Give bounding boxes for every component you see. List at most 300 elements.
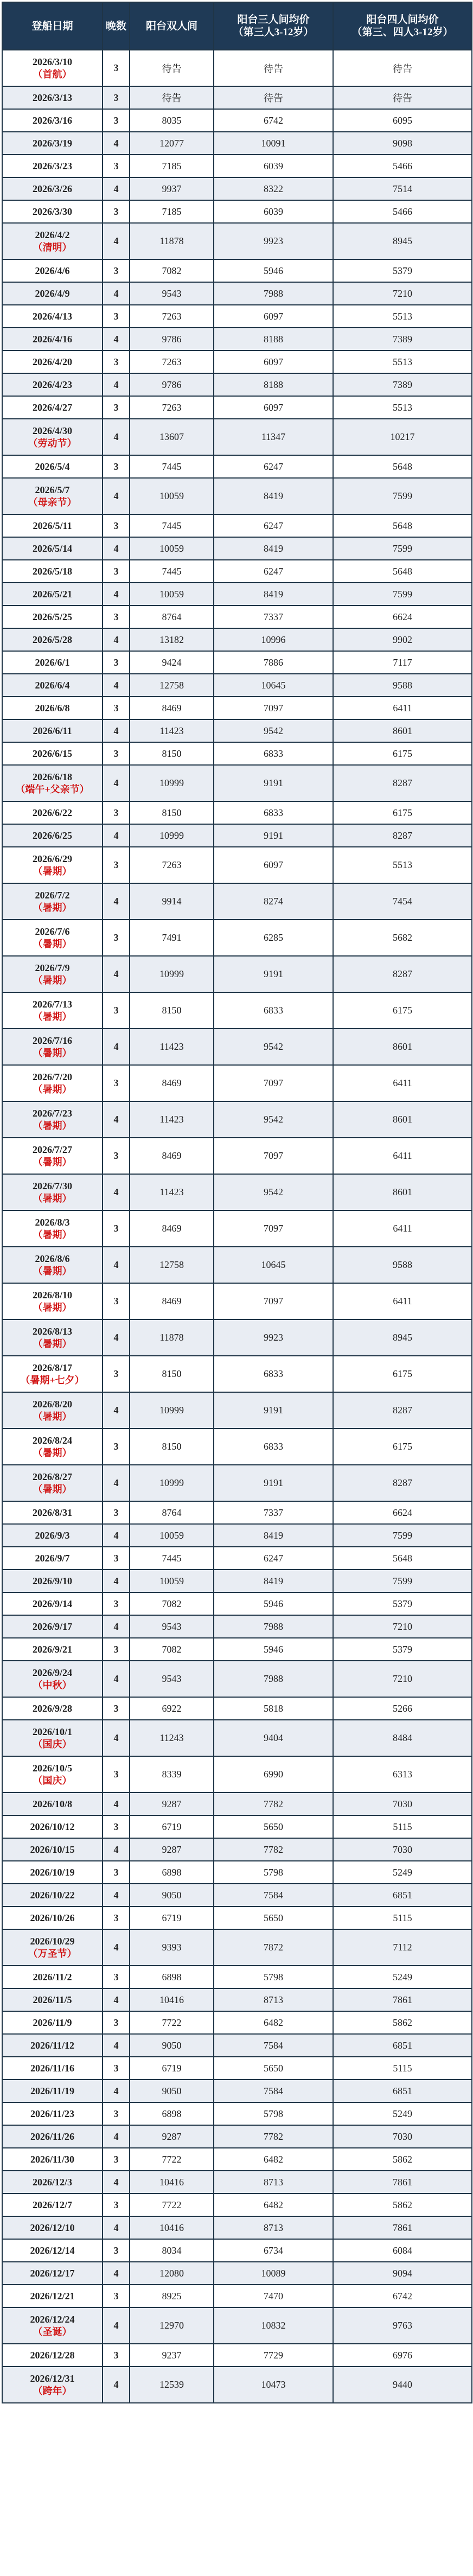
table-row xyxy=(2,2239,472,2262)
cell-sail-date xyxy=(2,1174,103,1210)
table-row xyxy=(2,1065,472,1101)
cell-triple-price: 10996 xyxy=(214,628,333,651)
header-triple-title: 阳台三人间均价 xyxy=(237,14,310,25)
table-row xyxy=(2,109,472,132)
sail-date-text: 2026/10/26 xyxy=(30,1912,75,1923)
cell-quad-price: 6851 xyxy=(333,2034,472,2057)
table-row xyxy=(2,1247,472,1283)
holiday-note: （暑期） xyxy=(33,1156,72,1168)
cell-nights: 3 xyxy=(103,1638,130,1661)
holiday-note: （暑期） xyxy=(33,1411,72,1422)
cell-sail-date xyxy=(2,2171,103,2194)
cell-double-price: 8150 xyxy=(130,992,214,1029)
table-row xyxy=(2,2285,472,2307)
cell-triple-price: 9542 xyxy=(214,1029,333,1065)
table-row xyxy=(2,1988,472,2011)
cell-quad-price: 8601 xyxy=(333,1029,472,1065)
cell-triple-price: 6039 xyxy=(214,155,333,177)
sail-date-text: 2026/12/28 xyxy=(30,2349,75,2361)
cell-nights: 4 xyxy=(103,1661,130,1697)
sail-date-text: 2026/7/20 xyxy=(32,1071,72,1082)
cell-nights: 4 xyxy=(103,719,130,742)
sail-date-text: 2026/11/5 xyxy=(33,1994,72,2005)
table-row xyxy=(2,847,472,883)
cell-quad-price: 6742 xyxy=(333,2285,472,2307)
sail-date-text: 2026/12/7 xyxy=(32,2199,72,2210)
cell-quad-price: 5379 xyxy=(333,259,472,282)
cell-triple-price: 9542 xyxy=(214,1174,333,1210)
cell-quad-price: 8287 xyxy=(333,765,472,801)
cell-quad-price: 5379 xyxy=(333,1592,472,1615)
cell-nights: 4 xyxy=(103,537,130,560)
cell-nights: 4 xyxy=(103,1101,130,1138)
sail-date-text: 2026/6/22 xyxy=(32,807,72,818)
cell-sail-date xyxy=(2,1661,103,1697)
cell-double-price: 9050 xyxy=(130,2034,214,2057)
cell-nights: 3 xyxy=(103,1065,130,1101)
sail-date-text: 2026/4/23 xyxy=(32,379,72,390)
cell-quad-price: 6095 xyxy=(333,109,472,132)
cell-nights: 3 xyxy=(103,1815,130,1838)
cell-nights: 3 xyxy=(103,1501,130,1524)
cell-nights: 4 xyxy=(103,2307,130,2344)
table-row xyxy=(2,1861,472,1884)
table-row xyxy=(2,1661,472,1697)
cell-triple-price: 6833 xyxy=(214,801,333,824)
cell-triple-price: 6285 xyxy=(214,920,333,956)
sail-date-text: 2026/7/9 xyxy=(35,962,70,973)
cell-triple-price: 7097 xyxy=(214,697,333,719)
cell-triple-price: 8419 xyxy=(214,583,333,605)
cell-double-price: 7722 xyxy=(130,2011,214,2034)
cell-nights: 3 xyxy=(103,200,130,223)
cell-nights: 4 xyxy=(103,674,130,697)
cell-nights: 4 xyxy=(103,883,130,920)
cell-triple-price: 5946 xyxy=(214,1638,333,1661)
holiday-note: （暑期） xyxy=(33,938,72,949)
table-row xyxy=(2,1429,472,1465)
cell-double-price: 7185 xyxy=(130,155,214,177)
sail-date-text: 2026/3/26 xyxy=(32,183,72,194)
cell-sail-date xyxy=(2,2057,103,2080)
cell-nights: 4 xyxy=(103,2216,130,2239)
cell-triple-price: 5650 xyxy=(214,2057,333,2080)
cell-triple-price: 7782 xyxy=(214,1838,333,1861)
cell-quad-price: 7454 xyxy=(333,883,472,920)
cell-triple-price: 6247 xyxy=(214,1547,333,1570)
table-row xyxy=(2,2344,472,2367)
cell-sail-date xyxy=(2,2034,103,2057)
cell-quad-price: 6851 xyxy=(333,1884,472,1907)
cell-triple-price: 7097 xyxy=(214,1065,333,1101)
cell-sail-date xyxy=(2,2125,103,2148)
sail-date-text: 2026/4/20 xyxy=(32,356,72,367)
cell-sail-date xyxy=(2,697,103,719)
cell-nights: 4 xyxy=(103,1029,130,1065)
cell-triple-price: 6482 xyxy=(214,2194,333,2216)
cell-nights: 3 xyxy=(103,992,130,1029)
table-row xyxy=(2,1884,472,1907)
cell-double-price: 9050 xyxy=(130,1884,214,1907)
cell-double-price: 10999 xyxy=(130,956,214,992)
table-row xyxy=(2,1547,472,1570)
cruise-price-table xyxy=(2,2,472,2403)
sail-date-text: 2026/3/23 xyxy=(32,160,72,171)
table-row xyxy=(2,282,472,305)
cell-nights: 4 xyxy=(103,1465,130,1501)
table-row xyxy=(2,883,472,920)
cell-nights: 3 xyxy=(103,2148,130,2171)
cell-quad-price: 7861 xyxy=(333,2171,472,2194)
holiday-note: （暑期） xyxy=(33,1447,72,1458)
cell-double-price: 10416 xyxy=(130,2216,214,2239)
header-double: 阳台双人间 xyxy=(130,2,214,50)
cell-double-price: 9543 xyxy=(130,1615,214,1638)
cell-triple-price: 6833 xyxy=(214,742,333,765)
cell-quad-price: 5249 xyxy=(333,1861,472,1884)
cell-quad-price: 5466 xyxy=(333,200,472,223)
cell-double-price: 6719 xyxy=(130,1907,214,1929)
cell-double-price: 6898 xyxy=(130,1861,214,1884)
sail-date-text: 2026/11/16 xyxy=(30,2062,74,2074)
cell-nights: 4 xyxy=(103,1720,130,1756)
cell-quad-price: 9440 xyxy=(333,2367,472,2403)
cell-double-price: 6898 xyxy=(130,1966,214,1988)
cell-sail-date xyxy=(2,719,103,742)
cell-sail-date xyxy=(2,651,103,674)
cell-double-price: 11423 xyxy=(130,1101,214,1138)
holiday-note: （暑期+七夕） xyxy=(20,1374,85,1386)
cell-sail-date xyxy=(2,2216,103,2239)
holiday-note: （暑期） xyxy=(33,1193,72,1204)
table-row xyxy=(2,1524,472,1547)
cell-quad-price: 5648 xyxy=(333,1547,472,1570)
cell-sail-date xyxy=(2,824,103,847)
cell-sail-date xyxy=(2,350,103,373)
cell-sail-date xyxy=(2,1929,103,1966)
cell-nights: 4 xyxy=(103,2125,130,2148)
cell-sail-date xyxy=(2,1465,103,1501)
sail-date-text: 2026/5/7 xyxy=(35,484,70,495)
table-row xyxy=(2,920,472,956)
sail-date-text: 2026/7/27 xyxy=(32,1144,72,1155)
cell-sail-date xyxy=(2,847,103,883)
cell-quad-price: 5648 xyxy=(333,560,472,583)
cell-double-price: 10999 xyxy=(130,824,214,847)
cell-sail-date xyxy=(2,1884,103,1907)
cell-triple-price: 7337 xyxy=(214,605,333,628)
holiday-note: （万圣节） xyxy=(28,1948,77,1959)
table-body xyxy=(2,50,472,2403)
cell-double-price: 11878 xyxy=(130,223,214,259)
sail-date-text: 2026/10/29 xyxy=(30,1935,75,1947)
cell-double-price: 7082 xyxy=(130,1592,214,1615)
table-row xyxy=(2,1592,472,1615)
cell-sail-date xyxy=(2,2080,103,2102)
header-triple-subtitle: （第三人3-12岁） xyxy=(233,27,314,38)
sail-date-text: 2026/10/1 xyxy=(32,1726,72,1737)
cell-quad-price: 6175 xyxy=(333,1429,472,1465)
cell-double-price: 6922 xyxy=(130,1697,214,1720)
sail-date-text: 2026/5/18 xyxy=(32,565,72,577)
cell-triple-price: 8188 xyxy=(214,373,333,396)
table-row xyxy=(2,560,472,583)
cell-triple-price: 9191 xyxy=(214,765,333,801)
cell-quad-price: 8287 xyxy=(333,824,472,847)
sail-date-text: 2026/11/23 xyxy=(30,2108,74,2119)
holiday-note: （暑期） xyxy=(33,1083,72,1095)
cell-sail-date xyxy=(2,1793,103,1815)
cell-sail-date xyxy=(2,2102,103,2125)
sail-date-text: 2026/6/25 xyxy=(32,830,72,841)
cell-nights: 3 xyxy=(103,86,130,109)
cell-triple-price: 11347 xyxy=(214,419,333,455)
sail-date-text: 2026/5/21 xyxy=(32,588,72,600)
sail-date-text: 2026/6/18 xyxy=(32,771,72,782)
cell-nights: 3 xyxy=(103,560,130,583)
cell-nights: 3 xyxy=(103,801,130,824)
table-row xyxy=(2,1138,472,1174)
cell-double-price: 8150 xyxy=(130,1356,214,1392)
sail-date-text: 2026/3/30 xyxy=(32,206,72,217)
sail-date-text: 2026/8/10 xyxy=(32,1289,72,1300)
cell-sail-date xyxy=(2,1815,103,1838)
cell-quad-price: 5513 xyxy=(333,350,472,373)
cell-sail-date xyxy=(2,765,103,801)
cell-triple-price: 9923 xyxy=(214,223,333,259)
cell-quad-price: 8484 xyxy=(333,1720,472,1756)
cell-triple-price: 8713 xyxy=(214,1988,333,2011)
sail-date-text: 2026/3/19 xyxy=(32,137,72,149)
cell-triple-price: 6833 xyxy=(214,1356,333,1392)
cell-quad-price: 5648 xyxy=(333,514,472,537)
table-row xyxy=(2,583,472,605)
cell-quad-price: 5115 xyxy=(333,1815,472,1838)
cell-sail-date xyxy=(2,674,103,697)
cell-nights: 3 xyxy=(103,1283,130,1319)
cell-sail-date xyxy=(2,801,103,824)
cell-triple-price: 6833 xyxy=(214,1429,333,1465)
cell-triple-price: 6097 xyxy=(214,847,333,883)
cell-quad-price: 5115 xyxy=(333,2057,472,2080)
cell-sail-date xyxy=(2,2194,103,2216)
cell-nights: 3 xyxy=(103,1429,130,1465)
holiday-note: （暑期） xyxy=(33,1120,72,1131)
sail-date-text: 2026/8/6 xyxy=(35,1253,70,1264)
cell-triple-price: 7337 xyxy=(214,1501,333,1524)
sail-date-text: 2026/12/24 xyxy=(30,2313,75,2325)
sail-date-text: 2026/8/13 xyxy=(32,1325,72,1337)
cell-double-price: 7445 xyxy=(130,514,214,537)
cell-quad-price: 8945 xyxy=(333,1319,472,1356)
cell-double-price: 12080 xyxy=(130,2262,214,2285)
cell-double-price: 10059 xyxy=(130,1524,214,1547)
cell-quad-price: 6411 xyxy=(333,1065,472,1101)
cell-nights: 3 xyxy=(103,651,130,674)
cell-triple-price: 7470 xyxy=(214,2285,333,2307)
cell-quad-price: 9902 xyxy=(333,628,472,651)
holiday-note: （圣诞） xyxy=(33,2326,72,2337)
cell-quad-price: 5115 xyxy=(333,1907,472,1929)
sail-date-text: 2026/6/8 xyxy=(35,702,70,713)
cell-double-price: 12970 xyxy=(130,2307,214,2344)
cell-sail-date xyxy=(2,109,103,132)
cell-sail-date xyxy=(2,742,103,765)
cell-double-price: 9543 xyxy=(130,282,214,305)
table-row xyxy=(2,1615,472,1638)
cell-sail-date xyxy=(2,2011,103,2034)
sail-date-text: 2026/7/13 xyxy=(32,998,72,1010)
cell-nights: 4 xyxy=(103,177,130,200)
cell-nights: 3 xyxy=(103,1138,130,1174)
cell-double-price: 8469 xyxy=(130,1065,214,1101)
sail-date-text: 2026/4/9 xyxy=(35,288,70,299)
sail-date-text: 2026/9/21 xyxy=(32,1643,72,1655)
cell-sail-date xyxy=(2,2367,103,2403)
sail-date-text: 2026/9/10 xyxy=(32,1575,72,1586)
cell-nights: 4 xyxy=(103,223,130,259)
cell-triple-price: 7584 xyxy=(214,1884,333,1907)
cell-triple-price: 6247 xyxy=(214,560,333,583)
cell-sail-date xyxy=(2,883,103,920)
cell-nights: 4 xyxy=(103,1615,130,1638)
cell-sail-date xyxy=(2,223,103,259)
cell-nights: 3 xyxy=(103,1697,130,1720)
cell-nights: 4 xyxy=(103,2262,130,2285)
holiday-note: （跨年） xyxy=(33,2385,72,2396)
cell-nights: 3 xyxy=(103,1861,130,1884)
cell-double-price: 8339 xyxy=(130,1756,214,1793)
sail-date-text: 2026/7/2 xyxy=(35,889,70,901)
table-row xyxy=(2,674,472,697)
cell-quad-price: 5862 xyxy=(333,2194,472,2216)
cell-sail-date xyxy=(2,560,103,583)
cell-double-price: 7263 xyxy=(130,305,214,328)
cell-sail-date xyxy=(2,628,103,651)
sail-date-text: 2026/5/4 xyxy=(35,461,70,472)
cell-triple-price: 5818 xyxy=(214,1697,333,1720)
table-row xyxy=(2,2262,472,2285)
cell-double-price: 10416 xyxy=(130,1988,214,2011)
cell-nights: 4 xyxy=(103,1524,130,1547)
table-row xyxy=(2,1815,472,1838)
cell-quad-price: 6175 xyxy=(333,992,472,1029)
cell-triple-price: 10645 xyxy=(214,674,333,697)
cell-quad-price: 8287 xyxy=(333,956,472,992)
cell-quad-price: 5513 xyxy=(333,847,472,883)
cell-sail-date xyxy=(2,1720,103,1756)
cell-triple-price: 9542 xyxy=(214,719,333,742)
cell-sail-date xyxy=(2,1907,103,1929)
holiday-note: （母亲节） xyxy=(28,496,77,508)
cell-quad-price: 6411 xyxy=(333,1210,472,1247)
cell-nights: 3 xyxy=(103,2285,130,2307)
holiday-note: （暑期） xyxy=(33,865,72,877)
cell-nights: 4 xyxy=(103,2080,130,2102)
holiday-note: （中秋） xyxy=(33,1679,72,1691)
cell-triple-price: 7886 xyxy=(214,651,333,674)
cell-quad-price: 7030 xyxy=(333,2125,472,2148)
holiday-note: （国庆） xyxy=(33,1775,72,1786)
sail-date-text: 2026/11/19 xyxy=(30,2085,74,2096)
cell-triple-price: 5946 xyxy=(214,1592,333,1615)
cell-triple-price: 7988 xyxy=(214,1661,333,1697)
price-table-container xyxy=(2,2,471,2573)
cell-double-price: 6719 xyxy=(130,2057,214,2080)
table-row xyxy=(2,1029,472,1065)
cell-quad-price: 6175 xyxy=(333,742,472,765)
cell-nights: 4 xyxy=(103,478,130,514)
sail-date-text: 2026/7/23 xyxy=(32,1107,72,1119)
holiday-note: （暑期） xyxy=(33,902,72,913)
cell-sail-date xyxy=(2,373,103,396)
cell-triple-price: 8419 xyxy=(214,1524,333,1547)
cell-double-price: 9543 xyxy=(130,1661,214,1697)
cell-triple-price: 7584 xyxy=(214,2034,333,2057)
sail-date-text: 2026/8/24 xyxy=(32,1434,72,1446)
cell-quad-price: 8287 xyxy=(333,1392,472,1429)
cell-nights: 4 xyxy=(103,2034,130,2057)
cell-triple-price: 8713 xyxy=(214,2171,333,2194)
holiday-note: （劳动节） xyxy=(28,437,77,449)
cell-sail-date xyxy=(2,419,103,455)
sail-date-text: 2026/4/30 xyxy=(32,425,72,436)
cell-nights: 3 xyxy=(103,455,130,478)
cell-nights: 3 xyxy=(103,350,130,373)
sail-date-text: 2026/8/31 xyxy=(32,1507,72,1518)
cell-double-price: 8150 xyxy=(130,742,214,765)
holiday-note: （首航） xyxy=(33,68,72,80)
cell-quad-price: 10217 xyxy=(333,419,472,455)
cell-triple-price: 9404 xyxy=(214,1720,333,1756)
table-row xyxy=(2,1210,472,1247)
cell-triple-price: 7097 xyxy=(214,1138,333,1174)
cell-sail-date xyxy=(2,455,103,478)
table-row xyxy=(2,419,472,455)
cell-quad-price: 7389 xyxy=(333,328,472,350)
cell-sail-date xyxy=(2,2285,103,2307)
cell-double-price: 9393 xyxy=(130,1929,214,1966)
cell-triple-price: 9542 xyxy=(214,1101,333,1138)
cell-quad-price: 待告 xyxy=(333,50,472,86)
cell-nights: 4 xyxy=(103,2171,130,2194)
cell-double-price: 7445 xyxy=(130,560,214,583)
cell-quad-price: 8601 xyxy=(333,719,472,742)
cell-sail-date xyxy=(2,1838,103,1861)
sail-date-text: 2026/5/11 xyxy=(33,520,72,531)
cell-nights: 4 xyxy=(103,1392,130,1429)
table-row xyxy=(2,223,472,259)
cell-sail-date xyxy=(2,514,103,537)
cell-sail-date xyxy=(2,537,103,560)
cell-sail-date xyxy=(2,583,103,605)
cell-triple-price: 6097 xyxy=(214,396,333,419)
cell-quad-price: 9588 xyxy=(333,674,472,697)
header-date: 登船日期 xyxy=(2,2,103,50)
cell-quad-price: 5682 xyxy=(333,920,472,956)
table-row xyxy=(2,373,472,396)
cell-quad-price: 8945 xyxy=(333,223,472,259)
cell-triple-price: 5798 xyxy=(214,1966,333,1988)
table-row xyxy=(2,2171,472,2194)
cell-triple-price: 6833 xyxy=(214,992,333,1029)
cell-double-price: 8034 xyxy=(130,2239,214,2262)
cell-sail-date xyxy=(2,1638,103,1661)
cell-sail-date xyxy=(2,992,103,1029)
cell-double-price: 8150 xyxy=(130,1429,214,1465)
cell-double-price: 8150 xyxy=(130,801,214,824)
cell-nights: 3 xyxy=(103,2239,130,2262)
